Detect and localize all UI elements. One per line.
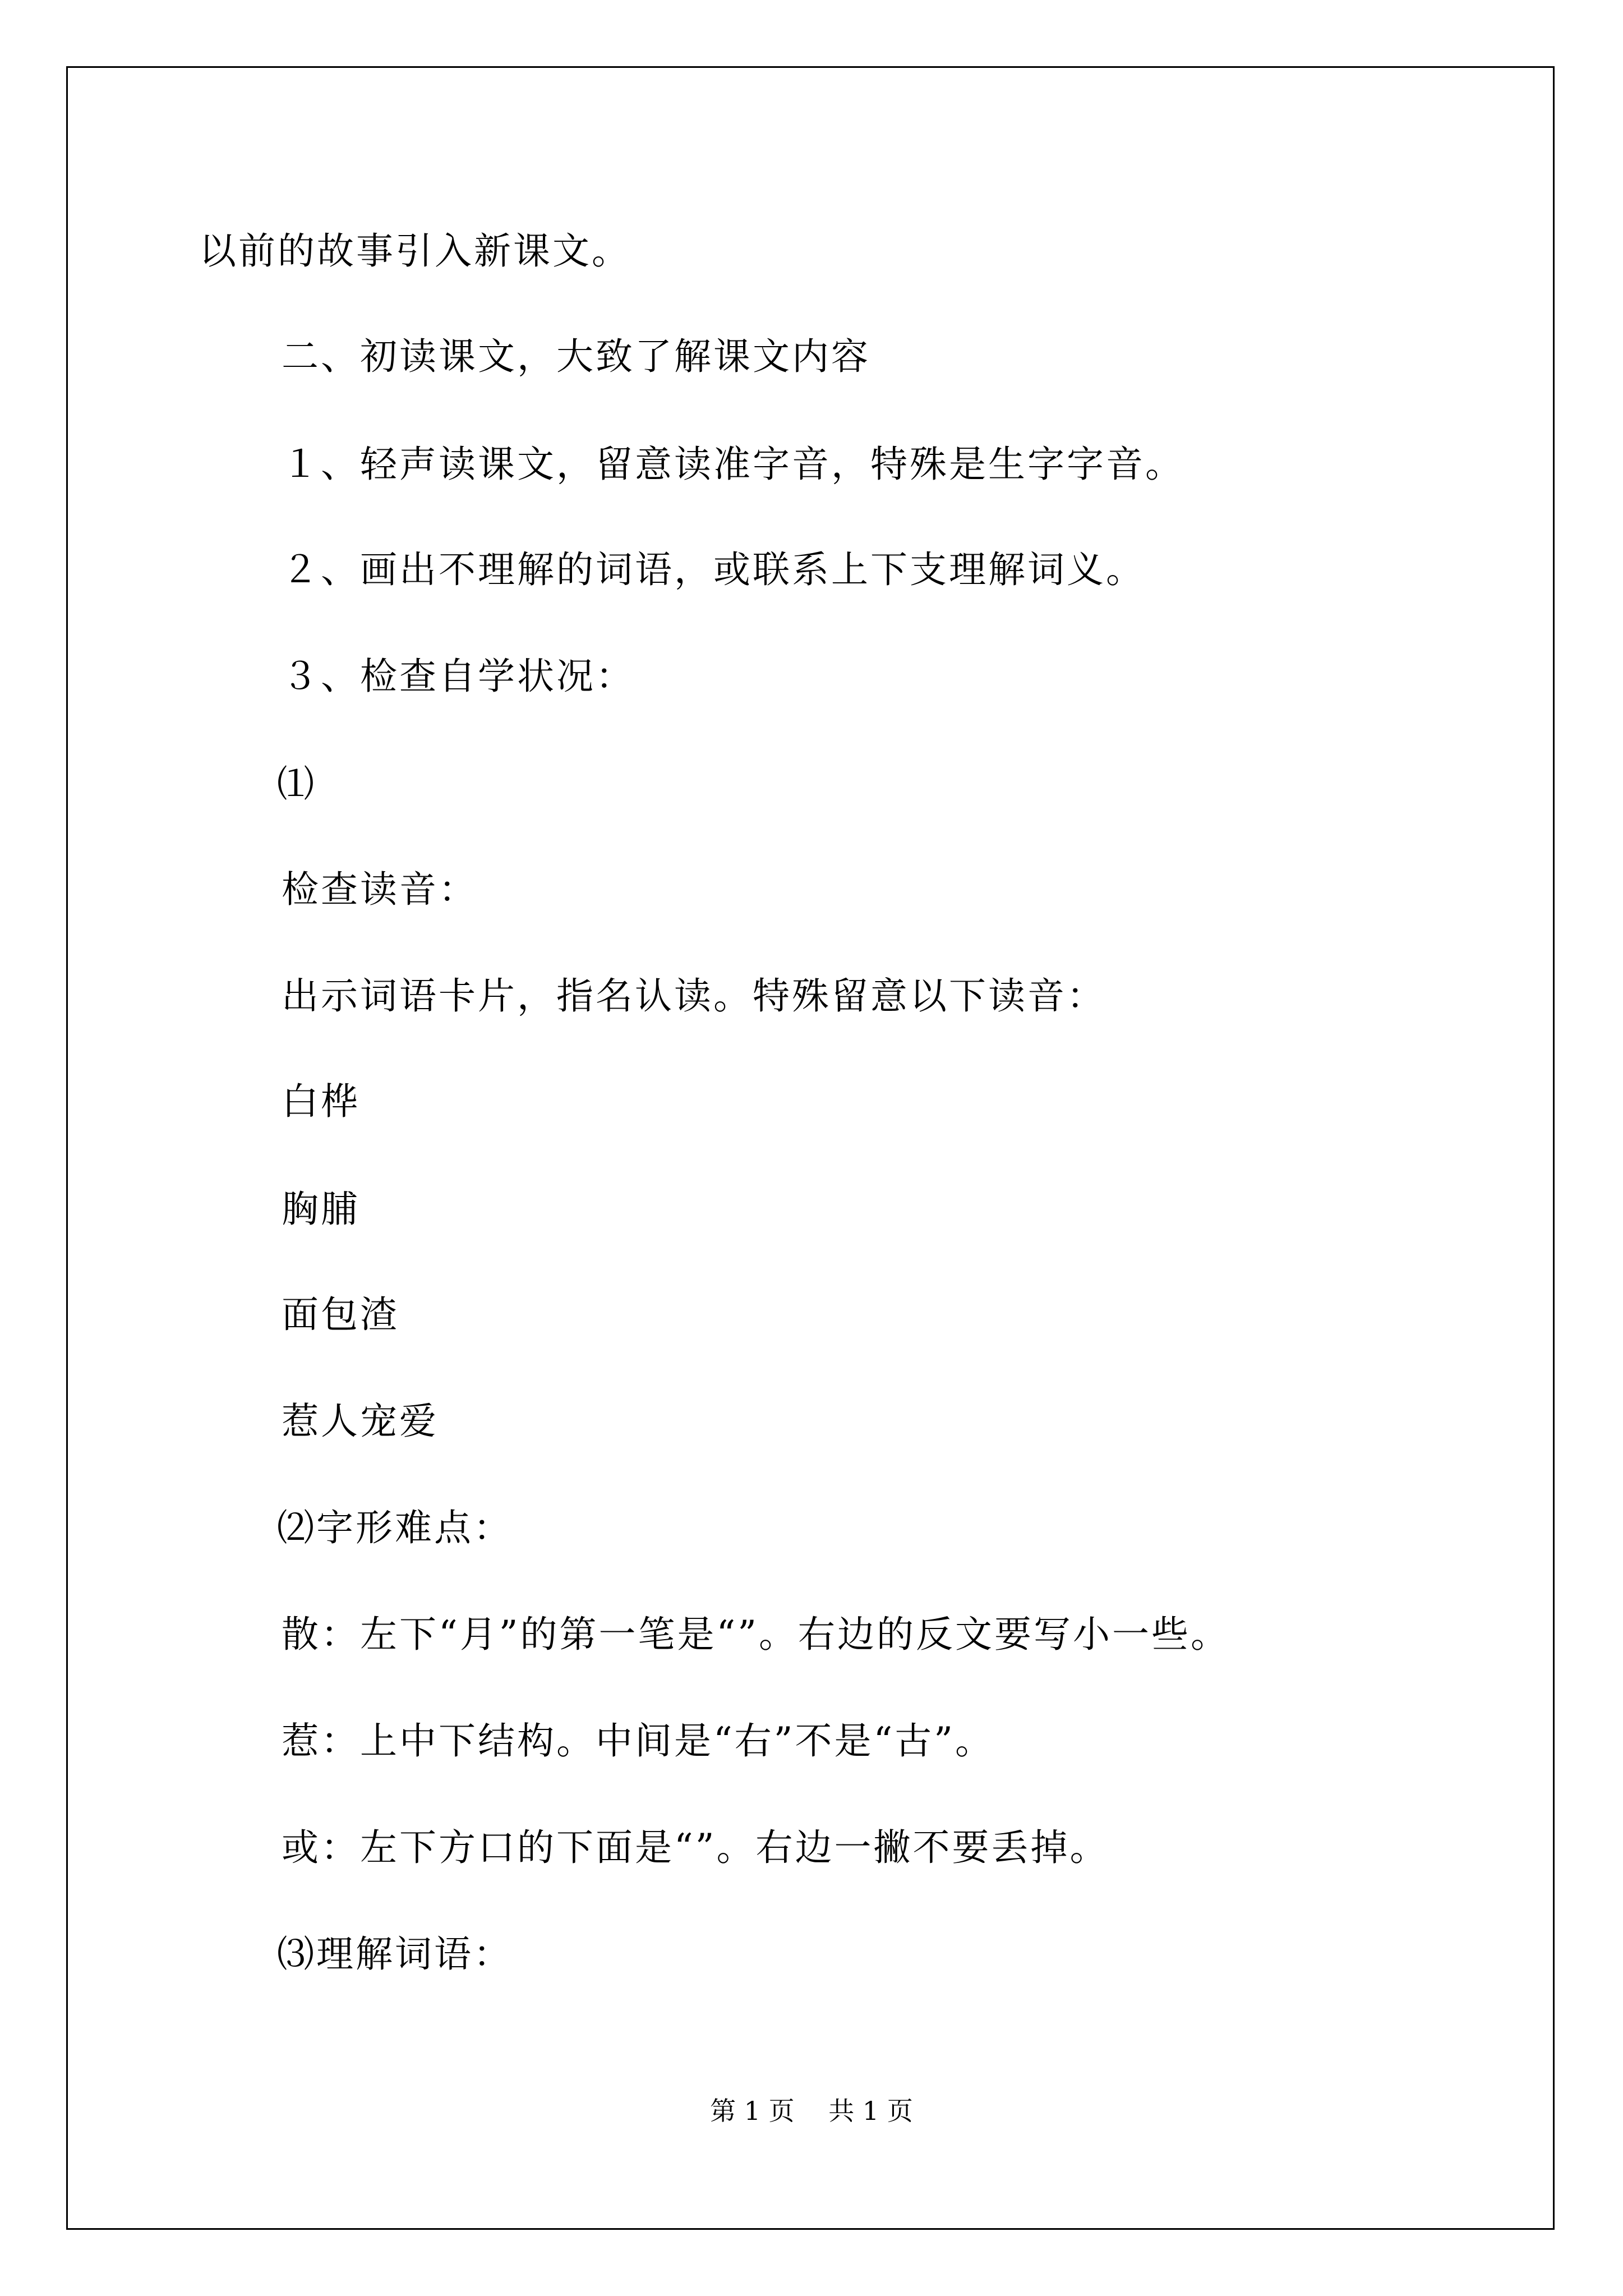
text-line-8: 出示词语卡片，指名认读。特殊留意以下读音： [282,974,1106,1018]
text-line-10: 胸脯 [282,1188,360,1231]
text-line-6: ⑴ [277,762,316,806]
text-line-11: 面包渣 [282,1293,399,1336]
text-line-15: 惹：上中下结构。中间是“右”不是“古”。 [282,1719,994,1763]
text-line-13: ⑵字形难点： [277,1506,513,1549]
text-line-9: 白桦 [282,1080,360,1123]
text-line-4: ２、画出不理解的词语，或联系上下支理解词义。 [282,548,1145,591]
text-line-3: １、轻声读课文，留意读准字音，特殊是生字字音。 [282,443,1184,486]
page-footer: 第 1 页 共 1 页 [710,2096,913,2126]
page-border [66,66,1555,2230]
text-line-1: 以前的故事引入新课文。 [199,229,631,273]
text-line-14: 散：左下“月”的第一笔是“”。右边的反文要写小一些。 [282,1613,1230,1656]
text-line-2: 二、初读课文，大致了解课文内容 [282,335,870,378]
text-line-7: 检查读音： [282,868,478,911]
text-line-16: 或：左下方口的下面是“”。右边一撇不要丢掉。 [282,1826,1109,1869]
text-line-5: ３、检查自学状况： [282,655,635,698]
text-line-17: ⑶理解词语： [277,1932,513,1976]
text-line-12: 惹人宠爱 [282,1400,439,1443]
